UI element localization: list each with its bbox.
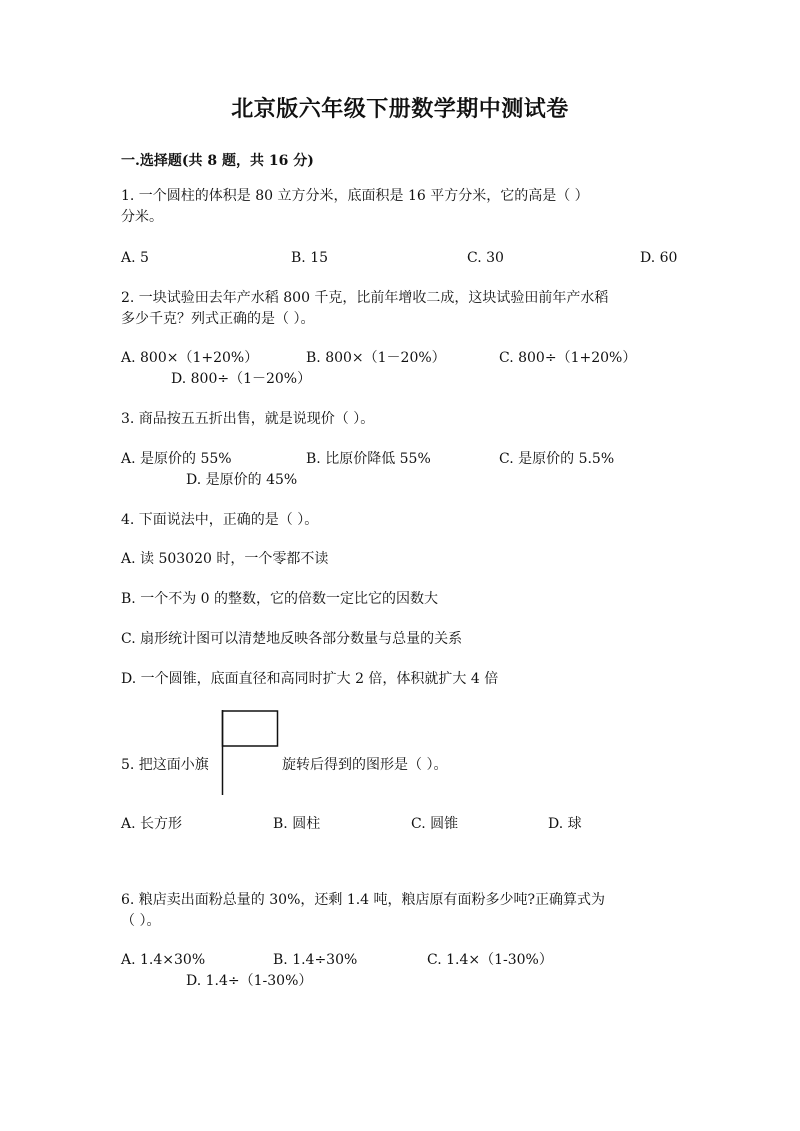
question-6-option-a[interactable]: A. 1.4×30% <box>121 952 206 968</box>
question-2-option-c[interactable]: C. 800÷（1+20%） <box>499 350 637 366</box>
question-4-option-a[interactable]: A. 读 503020 时，一个零都不读 <box>121 551 329 567</box>
question-2-option-a[interactable]: A. 800×（1+20%） <box>121 350 259 366</box>
flag-figure <box>221 710 281 795</box>
question-4-text: 4. 下面说法中，正确的是（ ）。 <box>121 512 319 528</box>
question-5-option-c[interactable]: C. 圆锥 <box>411 816 459 832</box>
question-5-option-d[interactable]: D. 球 <box>548 816 582 832</box>
question-3-option-c[interactable]: C. 是原价的 5.5% <box>499 451 615 467</box>
question-3-option-d[interactable]: D. 是原价的 45% <box>186 472 298 488</box>
question-3-option-b[interactable]: B. 比原价降低 55% <box>306 451 431 467</box>
question-1-option-a[interactable]: A. 5 <box>121 250 149 266</box>
page-title: 北京版六年级下册数学期中测试卷 <box>231 96 569 122</box>
question-2-option-d[interactable]: D. 800÷（1－20%） <box>171 371 312 387</box>
question-1-option-b[interactable]: B. 15 <box>291 250 329 266</box>
question-6-text-cont: （ ）。 <box>121 913 161 929</box>
question-2-option-b[interactable]: B. 800×（1－20%） <box>306 350 446 366</box>
question-2-text: 2. 一块试验田去年产水稻 800 千克，比前年增收二成，这块试验田前年产水稻 <box>121 290 609 306</box>
question-5-option-b[interactable]: B. 圆柱 <box>273 816 321 832</box>
question-4-option-d[interactable]: D. 一个圆锥，底面直径和高同时扩大 2 倍，体积就扩大 4 倍 <box>121 671 499 687</box>
question-1-text: 1. 一个圆柱的体积是 80 立方分米，底面积是 16 平方分米，它的高是（ ） <box>121 188 589 204</box>
flag-cloth <box>223 711 278 746</box>
question-1-option-d[interactable]: D. 60 <box>640 250 678 266</box>
question-3-text: 3. 商品按五五折出售，就是说现价（ ）。 <box>121 411 375 427</box>
question-1-option-c[interactable]: C. 30 <box>467 250 504 266</box>
question-6-option-c[interactable]: C. 1.4×（1-30%） <box>427 952 553 968</box>
question-5-text: 5. 把这面小旗 <box>121 757 209 773</box>
question-5-option-a[interactable]: A. 长方形 <box>121 816 183 832</box>
question-2-text-cont: 多少千克？列式正确的是（ ）。 <box>121 311 315 327</box>
section-heading: 一.选择题(共 8 题，共 16 分) <box>121 153 314 169</box>
question-5-text-cont: 旋转后得到的图形是（ ）。 <box>282 757 448 773</box>
question-4-option-c[interactable]: C. 扇形统计图可以清楚地反映各部分数量与总量的关系 <box>121 631 463 647</box>
question-1-text-cont: 分米。 <box>121 209 163 225</box>
question-4-option-b[interactable]: B. 一个不为 0 的整数，它的倍数一定比它的因数大 <box>121 591 438 607</box>
question-6-text: 6. 粮店卖出面粉总量的 30%，还剩 1.4 吨，粮店原有面粉多少吨?正确算式为 <box>121 892 606 908</box>
question-6-option-b[interactable]: B. 1.4÷30% <box>273 952 358 968</box>
question-6-option-d[interactable]: D. 1.4÷（1-30%） <box>186 973 313 989</box>
question-3-option-a[interactable]: A. 是原价的 55% <box>121 451 232 467</box>
